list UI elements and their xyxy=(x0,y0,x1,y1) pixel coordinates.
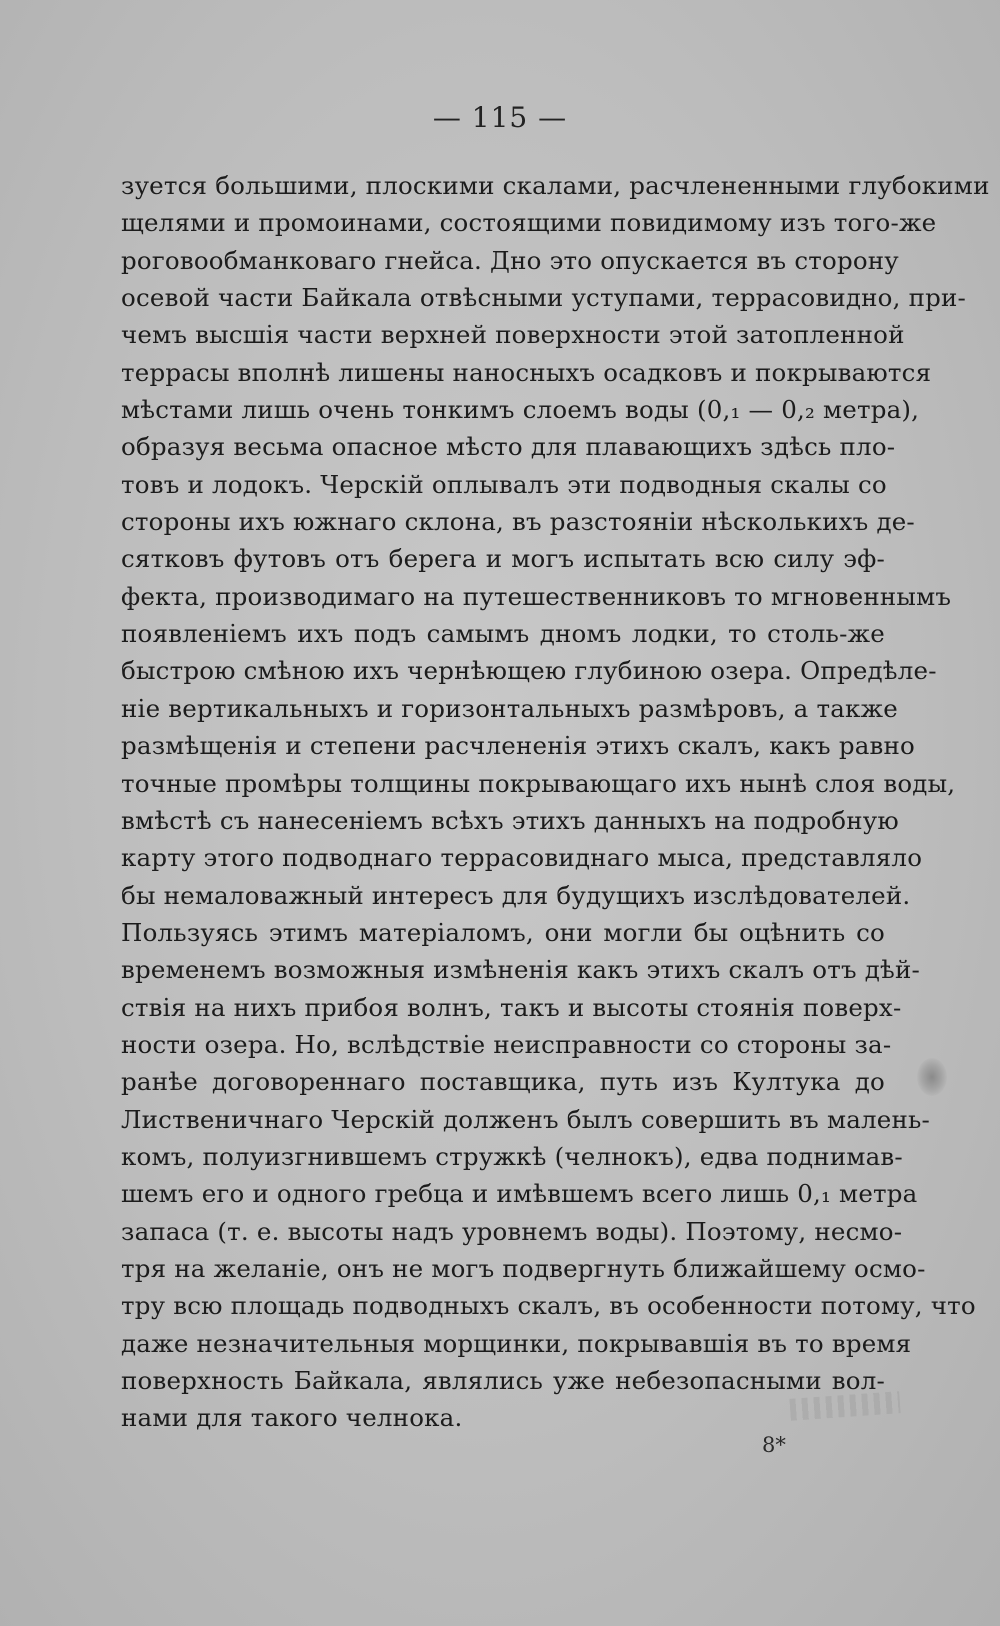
text-line: сятковъ футовъ отъ берега и могъ испытать всю силу эф- xyxy=(121,544,885,574)
text-line: чемъ высшія части верхней поверхности этой затопленной xyxy=(121,320,905,350)
text-line: щелями и промоинами, состоящими повидимому изъ того-же xyxy=(121,208,937,238)
text-line: запаса (т. е. высоты надъ уровнемъ воды). Поэтому, несмо- xyxy=(121,1216,903,1246)
text-line: шемъ его и одного гребца и имѣвшемъ всего лишь 0,₁ метра xyxy=(121,1179,918,1209)
text-line: карту этого подводнаго террасовиднаго мыса, представляло xyxy=(121,843,923,873)
text-line: Пользуясь этимъ матеріаломъ, они могли бы оцѣнить со xyxy=(121,917,885,947)
text-line: временемъ возможныя измѣненія какъ этихъ скалъ отъ дѣй- xyxy=(121,955,921,985)
signature-mark: 8* xyxy=(762,1433,786,1457)
text-line: даже незначительныя морщинки, покрывавшія въ то время xyxy=(121,1328,912,1358)
text-line: точные промѣры толщины покрывающаго ихъ нынѣ слоя воды, xyxy=(121,768,956,798)
paper-smudge xyxy=(917,1058,947,1096)
text-line: появленіемъ ихъ подъ самымъ дномъ лодки, то столь-же xyxy=(121,619,885,649)
text-line: террасы вполнѣ лишены наносныхъ осадковъ и покрываются xyxy=(121,357,932,387)
text-line: комъ, полуизгнившемъ стружкѣ (челнокъ), едва поднимав- xyxy=(121,1141,903,1171)
text-line: бы немаловажный интересъ для будущихъ изслѣдователей. xyxy=(121,880,911,910)
text-line: мѣстами лишь очень тонкимъ слоемъ воды (0,₁ — 0,₂ метра), xyxy=(121,395,920,425)
text-line: ранѣе договореннаго поставщика, путь изъ Култука до xyxy=(121,1067,885,1097)
text-line: Лиственичнаго Черскій долженъ былъ совершить въ малень- xyxy=(121,1104,931,1134)
text-line: осевой части Байкала отвѣсными уступами, террасовидно, при- xyxy=(121,283,967,313)
text-line: тру всю площадь подводныхъ скалъ, въ особенности потому, что xyxy=(121,1291,976,1321)
text-line: ствія на нихъ прибоя волнъ, такъ и высоты стоянія поверх- xyxy=(121,992,902,1022)
text-line-last: нами для такого челнока. xyxy=(121,1403,463,1433)
text-line: стороны ихъ южнаго склона, въ разстояніи нѣсколькихъ де- xyxy=(121,507,915,537)
text-line: быстрою смѣною ихъ чернѣющею глубиною озера. Опредѣле- xyxy=(121,656,937,686)
text-line: размѣщенія и степени расчлененія этихъ скалъ, какъ равно xyxy=(121,731,915,761)
text-line: товъ и лодокъ. Черскій оплывалъ эти подводныя скалы со xyxy=(121,469,887,499)
text-line: ніе вертикальныхъ и горизонтальныхъ размѣровъ, а также xyxy=(121,693,898,723)
text-line: фекта, производимаго на путешественниковъ то мгновеннымъ xyxy=(121,581,952,611)
body-text xyxy=(121,167,990,1437)
text-line: поверхность Байкала, являлись уже небезопасными вол- xyxy=(121,1366,885,1395)
text-line: вмѣстѣ съ нанесеніемъ всѣхъ этихъ данныхъ на подробную xyxy=(121,805,899,835)
page-number: — 115 — xyxy=(432,101,568,134)
text-line: тря на желаніе, онъ не могъ подвергнуть ближайшему осмо- xyxy=(121,1253,926,1283)
text-line: ности озера. Но, вслѣдствіе неисправности со стороны за- xyxy=(121,1029,892,1059)
text-line: зуется большими, плоскими скалами, расчлененными глубокими xyxy=(121,171,990,200)
text-line: образуя весьма опасное мѣсто для плавающихъ здѣсь пло- xyxy=(121,432,896,462)
text-line: роговообманковаго гнейса. Дно это опускается въ сторону xyxy=(121,245,899,275)
